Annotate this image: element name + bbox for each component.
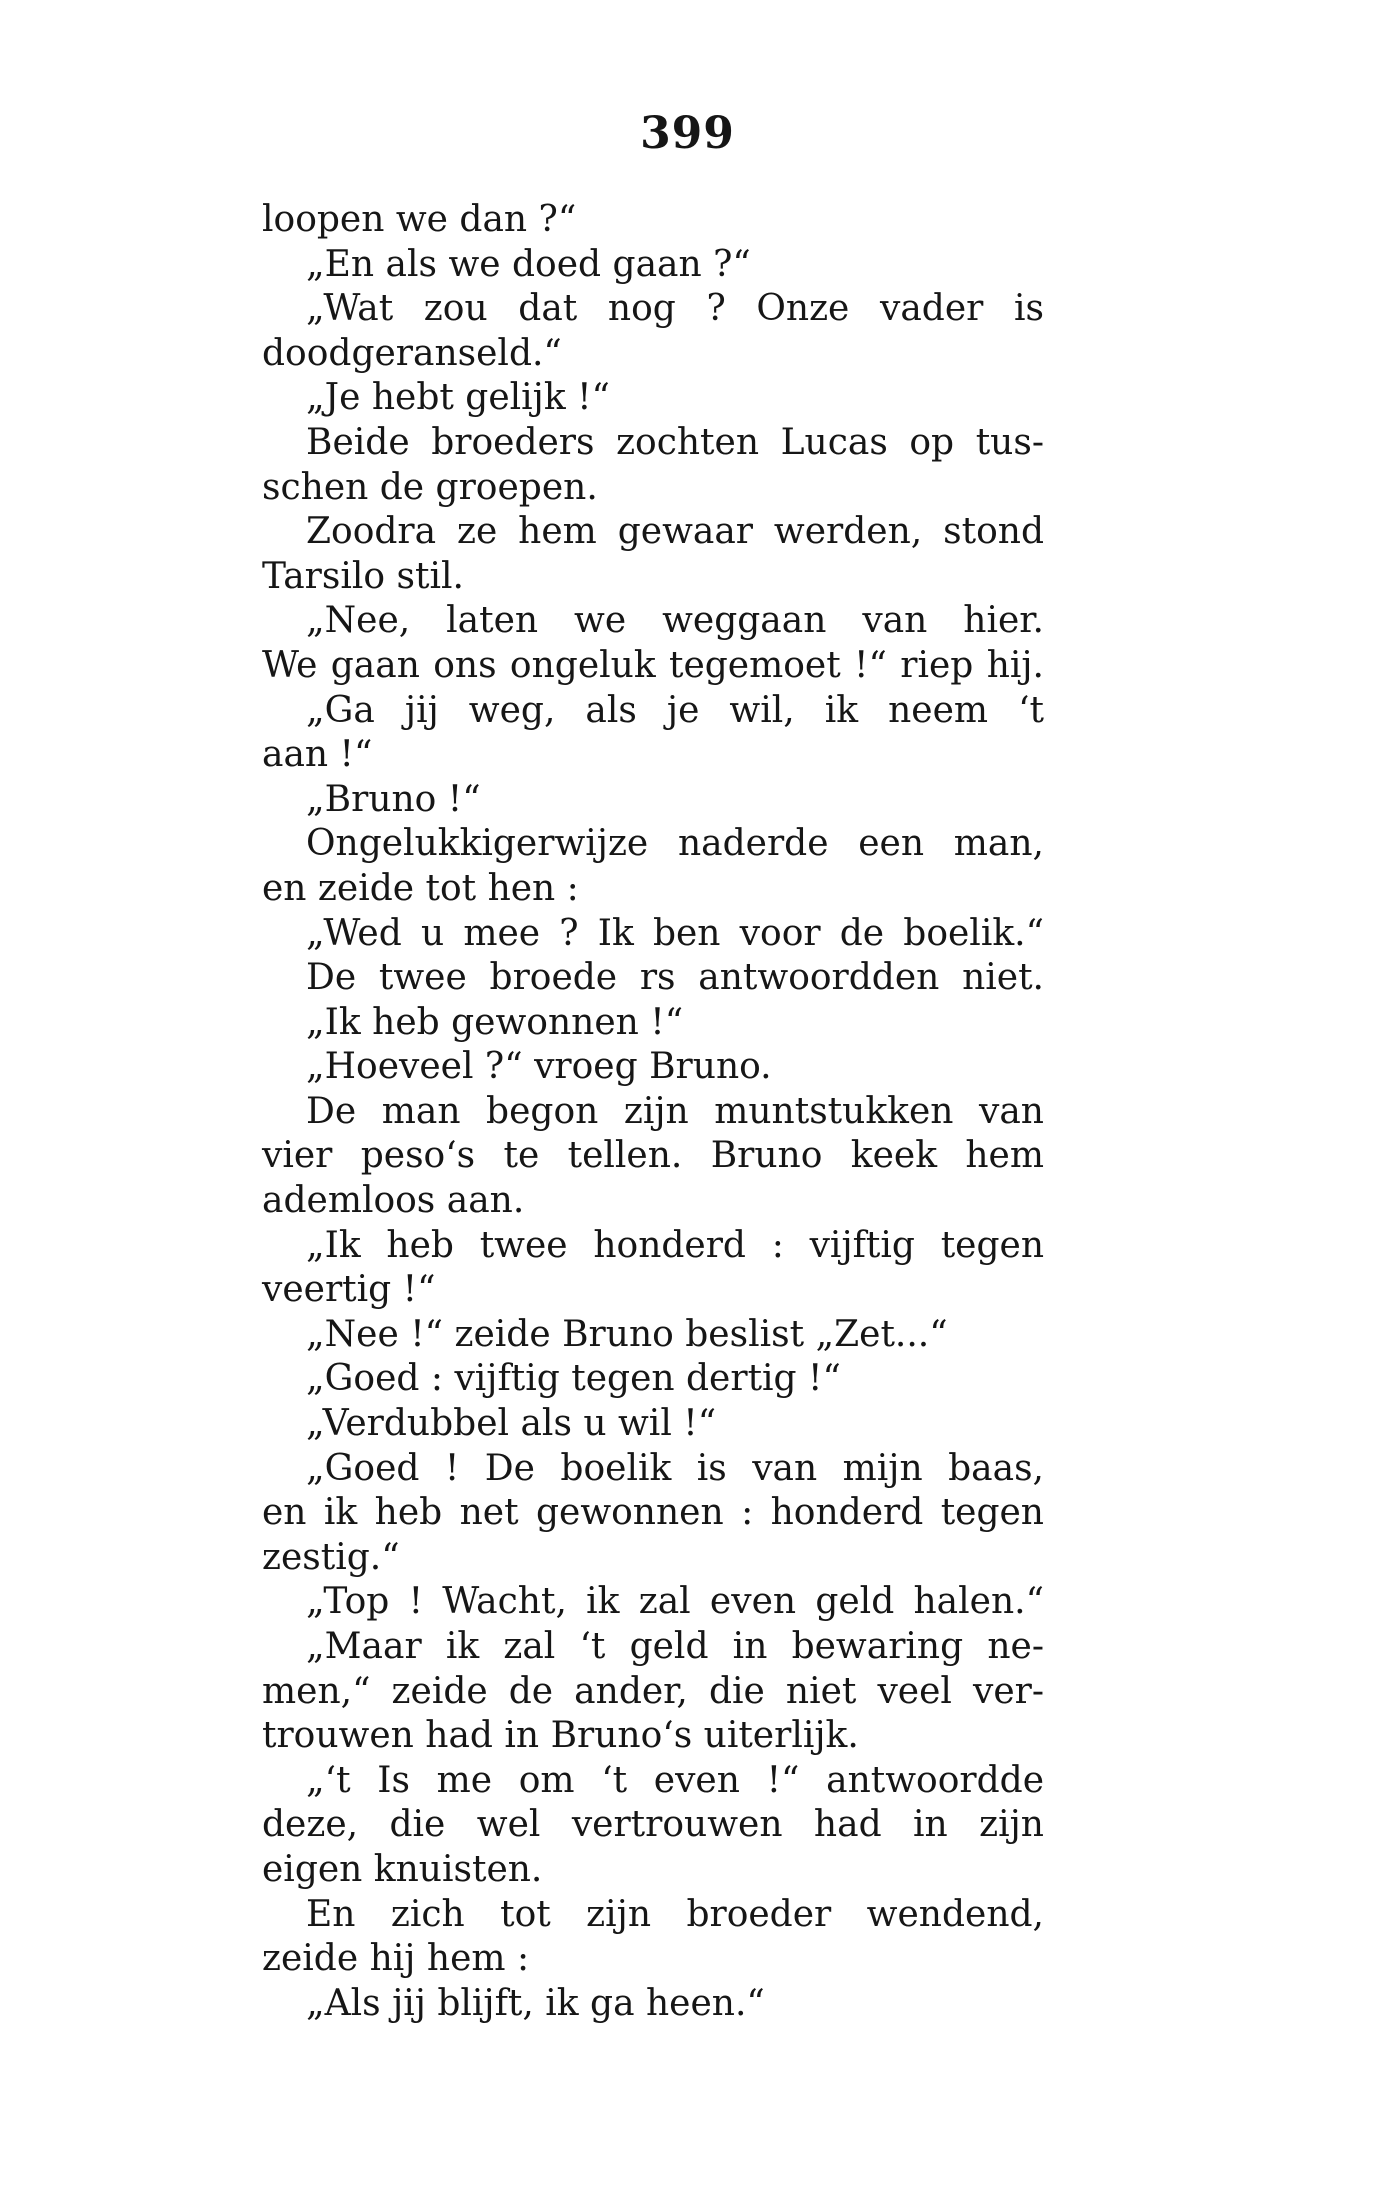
text-line: „Ga jij weg, als je wil, ik neem ‘t — [306, 689, 1044, 731]
text-line: vier peso‘s te tellen. Bruno keek hem — [262, 1135, 1044, 1177]
text-line: aan !“ — [262, 734, 373, 776]
text-line: eigen knuisten. — [262, 1848, 543, 1890]
text-line: Zoodra ze hem gewaar werden, stond — [306, 511, 1044, 553]
text-line: „Maar ik zal ‘t geld in bewaring ne- — [306, 1626, 1044, 1667]
text-line: „Verdubbel als u wil !“ — [306, 1403, 717, 1445]
text-line: doodgeranseld.“ — [262, 332, 562, 374]
text-line: En zich tot zijn broeder wendend, — [306, 1893, 1044, 1935]
text-line: We gaan ons ongeluk tegemoet !“ riep hij. — [262, 644, 1044, 686]
text-line: „En als we doed gaan ?“ — [306, 243, 751, 285]
text-line: De twee broede rs antwoordden niet. — [306, 957, 1044, 999]
text-line: „Bruno !“ — [306, 778, 481, 820]
text-line: loopen we dan ?“ — [262, 199, 577, 240]
text-line: „Ik heb twee honderd : vijftig tegen — [306, 1224, 1044, 1266]
body-text — [262, 198, 1044, 2026]
text-line: deze, die wel vertrouwen had in zijn — [262, 1804, 1044, 1846]
text-line: „Nee !“ zeide Bruno beslist „Zet...“ — [306, 1313, 948, 1355]
text-line: De man begon zijn muntstukken van — [306, 1090, 1044, 1132]
text-line: „Goed : vijftig tegen dertig !“ — [306, 1358, 841, 1400]
text-line: en ik heb net gewonnen : honderd tegen — [262, 1492, 1044, 1534]
text-line: Tarsilo stil. — [262, 555, 464, 597]
text-line: „Goed ! De boelik is van mijn baas, — [306, 1447, 1044, 1489]
text-line: „Hoeveel ?“ vroeg Bruno. — [306, 1046, 772, 1088]
text-line: „Je hebt gelijk !“ — [306, 377, 610, 419]
text-line: ademloos aan. — [262, 1180, 525, 1222]
text-line: en zeide tot hen : — [262, 867, 579, 909]
text-line: „Top ! Wacht, ik zal even geld halen.“ — [306, 1581, 1044, 1623]
text-line: „Nee, laten we weggaan van hier. — [306, 600, 1044, 642]
text-line: „Als jij blijft, ik ga heen.“ — [306, 1982, 765, 2024]
page-number: 399 — [640, 108, 735, 159]
text-line: trouwen had in Bruno‘s uiterlijk. — [262, 1715, 859, 1757]
text-line: „Wed u mee ? Ik ben voor de boelik.“ — [306, 912, 1044, 954]
text-line: zestig.“ — [262, 1536, 400, 1578]
text-line: Beide broeders zochten Lucas op tus- — [306, 421, 1044, 463]
text-line: schen de groepen. — [262, 466, 598, 508]
text-line: „Ik heb gewonnen !“ — [306, 1001, 684, 1043]
text-line: „Wat zou dat nog ? Onze vader is — [306, 288, 1044, 330]
text-line: Ongelukkigerwijze naderde een man, — [306, 823, 1044, 865]
text-line: „‘t Is me om ‘t even !“ antwoordde — [306, 1759, 1044, 1801]
text-line: men,“ zeide de ander, die niet veel ver- — [262, 1670, 1044, 1712]
text-line: zeide hij hem : — [262, 1938, 530, 1980]
text-line: veertig !“ — [262, 1269, 436, 1311]
